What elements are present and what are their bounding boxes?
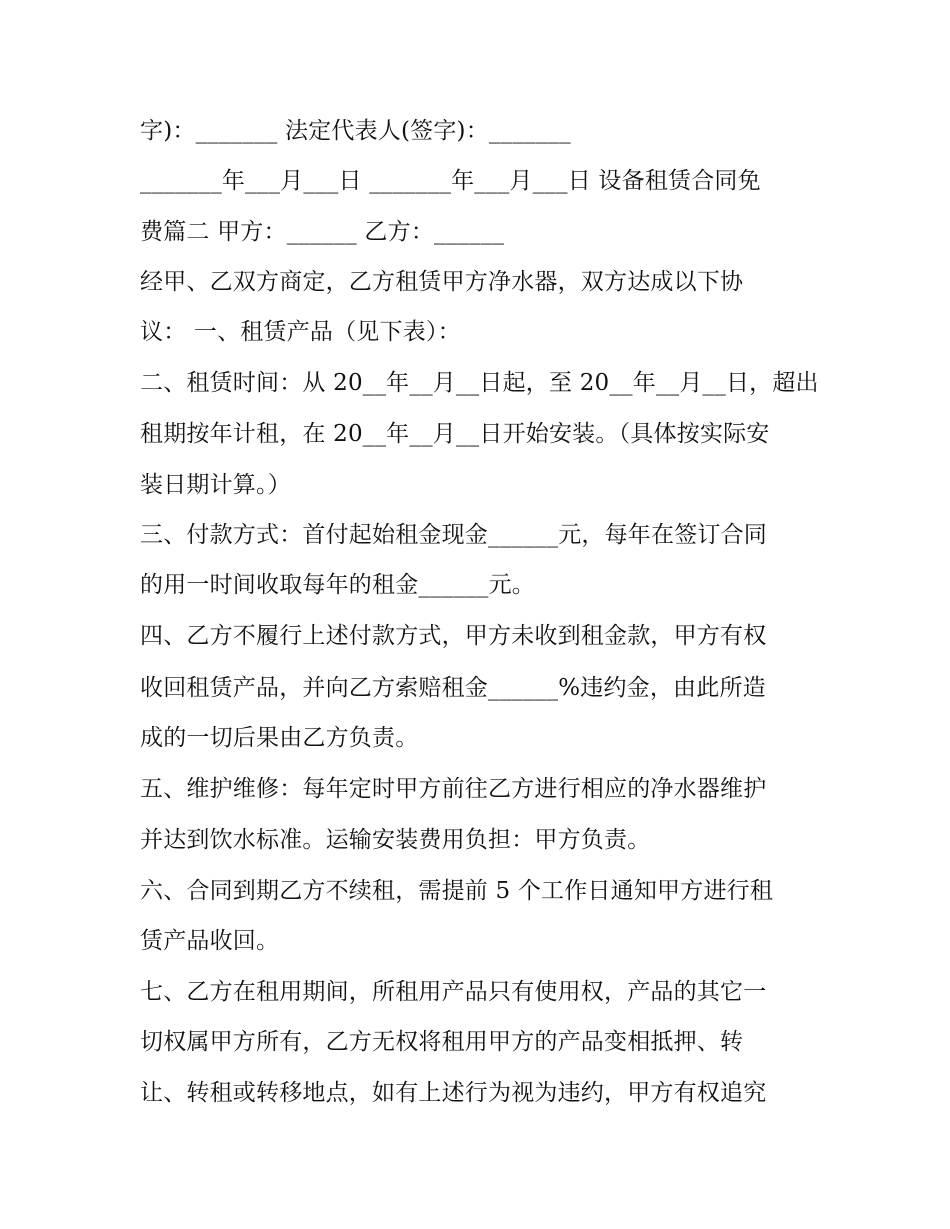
text-line: 议： 一、租赁产品（见下表）： [140,319,461,345]
text-line: 让、转租或转移地点，如有上述行为视为违约，甲方有权追究 [140,1080,767,1106]
text-line: 装日期计算。） [140,472,291,498]
text-line: 经甲、乙双方商定，乙方租赁甲方净水器，双方达成以下协 [140,269,744,295]
text-line: _______年___月___日 _______年___月___日 设备租赁合同免 [140,168,761,194]
text-line: 租期按年计租，在 20__年__月__日开始安装。（具体按实际安 [140,421,770,447]
text-line: 费篇二 甲方：______ 乙方：______ [140,219,505,245]
text-line: 七、乙方在租用期间，所租用产品只有使用权，产品的其它一 [140,979,767,1005]
text-line: 成的一切后果由乙方负责。 [140,725,419,751]
text-line: 收回租赁产品，并向乙方索赔租金______%违约金，由此所造 [140,675,766,701]
text-line: 五、维护维修：每年定时甲方前往乙方进行相应的净水器维护 [140,776,767,802]
text-line: 字)：_______ 法定代表人(签字)：_______ [140,118,571,144]
text-line: 赁产品收回。 [140,928,280,954]
text-line: 并达到饮水标准。运输安装费用负担：甲方负责。 [140,827,651,853]
text-line: 三、付款方式：首付起始租金现金______元，每年在签订合同 [140,522,767,548]
text-line: 六、合同到期乙方不续租，需提前 5 个工作日通知甲方进行租 [140,878,774,904]
text-line: 切权属甲方所有，乙方无权将租用甲方的产品变相抵押、转 [140,1029,744,1055]
text-line: 的用一时间收取每年的租金______元。 [140,572,535,598]
text-line: 二、租赁时间：从 20__年__月__日起，至 20__年__月__日，超出 [140,370,819,396]
text-line: 四、乙方不履行上述付款方式，甲方未收到租金款，甲方有权 [140,623,767,649]
